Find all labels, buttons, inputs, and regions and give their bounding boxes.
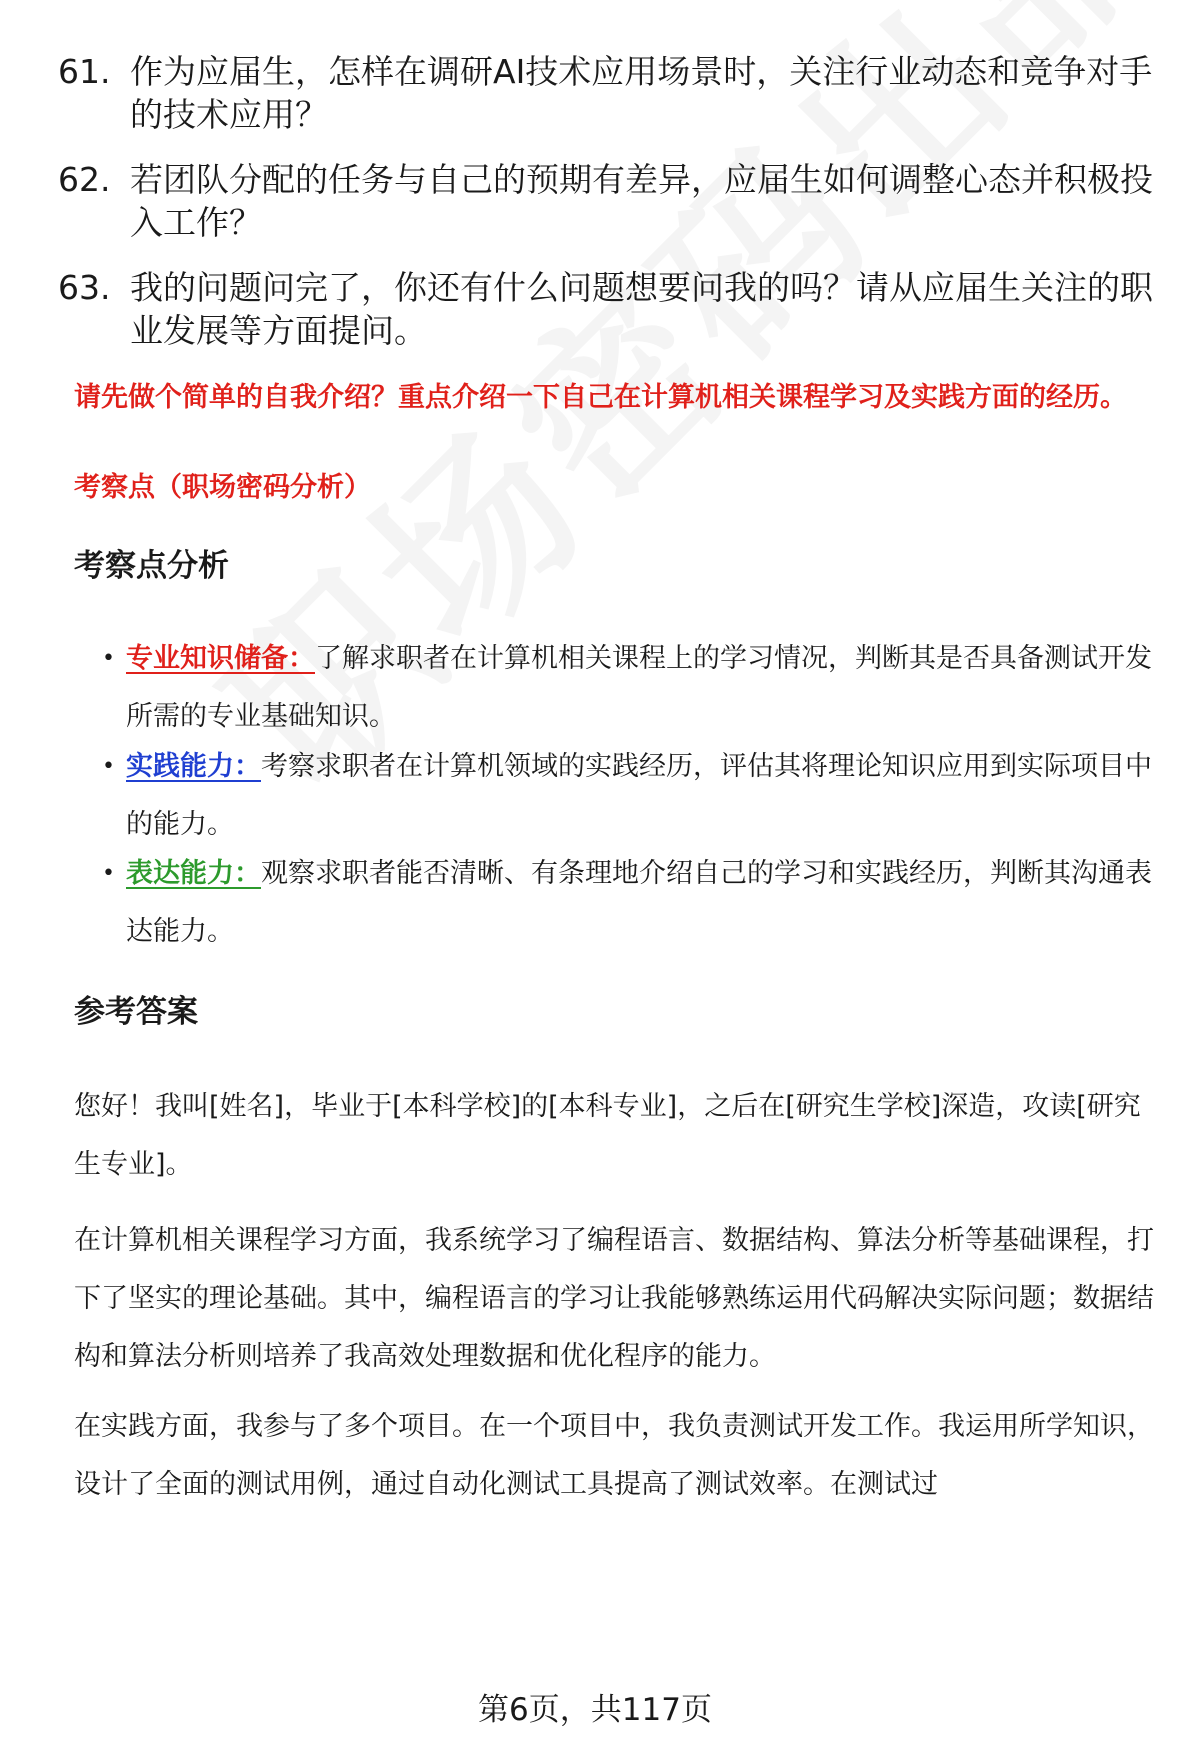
bullet-text: 了解求职者在计算机相关课程上的学习情况，判断其是否具备测试开发所需的专业基础知识。 (126, 643, 1152, 732)
answer-paragraph: 在实践方面，我参与了多个项目。在一个项目中，我负责测试开发工作。我运用所学知识，设计了全面的测试用例，通过自动化测试工具提高了测试效率。在测试过 (74, 1411, 1154, 1500)
question-number: 61. (58, 52, 111, 91)
bullet-body (126, 630, 1164, 746)
bullet-item-expression (102, 845, 1164, 961)
question-number: 62. (58, 160, 111, 199)
bullet-item-knowledge (102, 630, 1164, 746)
question-number: 63. (58, 268, 111, 307)
question-text: 我的问题问完了，你还有什么问题想要问我的吗？请从应届生关注的职业发展等方面提问。 (130, 268, 1153, 350)
question-62 (58, 158, 1158, 244)
question-text: 作为应届生，怎样在调研AI技术应用场景时，关注行业动态和竞争对手的技术应用？ (130, 52, 1153, 134)
exam-point-tag: 考察点（职场密码分析） (74, 472, 371, 503)
question-61 (58, 50, 1158, 136)
bullet-label: 表达能力： (126, 858, 261, 889)
answer-paragraph: 在计算机相关课程学习方面，我系统学习了编程语言、数据结构、算法分析等基础课程，打下了坚实的理论基础。其中，编程语言的学习让我能够熟练运用代码解决实际问题；数据结构和算法分析则培养了我高效处理数据和优化程序的能力。 (74, 1225, 1154, 1372)
bullet-text: 考察求职者在计算机领域的实践经历，评估其将理论知识应用到实际项目中的能力。 (126, 751, 1152, 840)
bullet-dot: • (102, 754, 115, 779)
page-footer: 第6页，共117页 (478, 1692, 712, 1728)
answer-heading: 参考答案 (74, 994, 198, 1030)
bullet-dot: • (102, 861, 115, 886)
answer-paragraph: 您好！我叫[姓名]，毕业于[本科学校]的[本科专业]，之后在[研究生学校]深造，攻读[研究生专业]。 (74, 1091, 1141, 1180)
bullet-text: 观察求职者能否清晰、有条理地介绍自己的学习和实践经历，判断其沟通表达能力。 (126, 858, 1152, 947)
bullet-label: 实践能力： (126, 751, 261, 782)
bullet-item-practice (102, 738, 1164, 854)
bullet-body (126, 738, 1164, 854)
bullet-dot: • (102, 646, 115, 671)
question-63 (58, 266, 1158, 352)
analysis-heading: 考察点分析 (74, 548, 229, 584)
bullet-body (126, 845, 1164, 961)
bullet-label: 专业知识储备： (126, 643, 315, 674)
interview-prompt: 请先做个简单的自我介绍？重点介绍一下自己在计算机相关课程学习及实践方面的经历。 (74, 382, 1127, 413)
question-text: 若团队分配的任务与自己的预期有差异，应届生如何调整心态并积极投入工作？ (130, 160, 1153, 242)
